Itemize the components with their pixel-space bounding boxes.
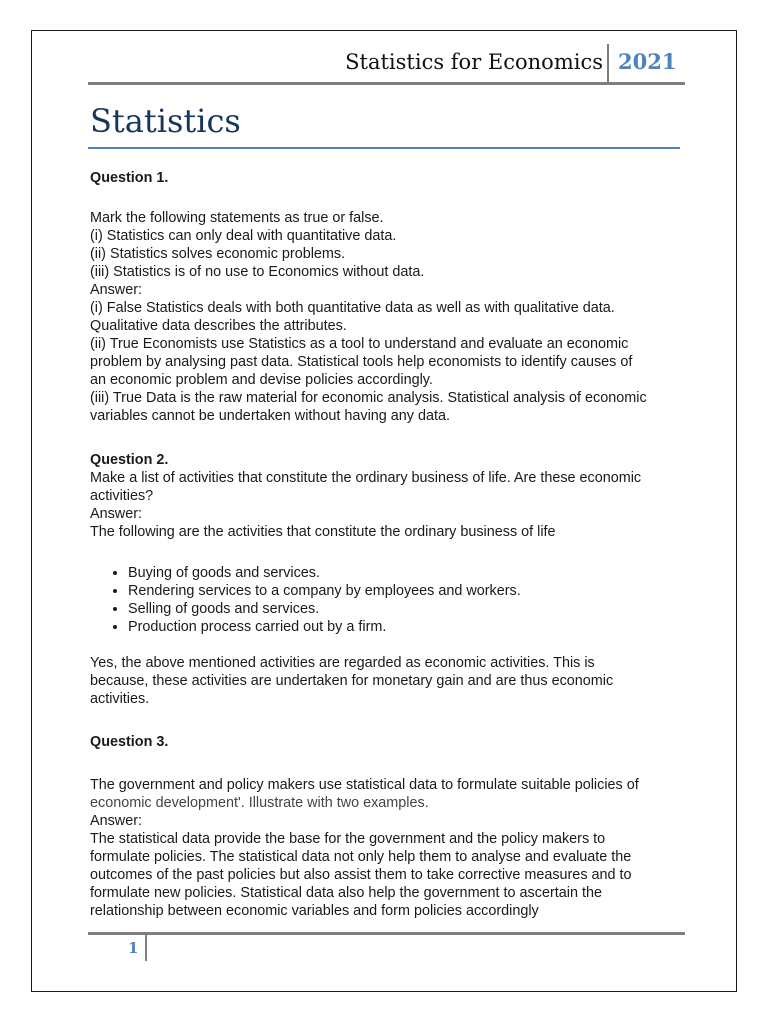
text-line: activities? [90,488,154,504]
text-line: The statistical data provide the base for the government and the policy makers to [90,831,606,847]
list-item: • Rendering services to a company by employees and workers. [128,582,690,600]
list-item: • Production process carried out by a firm. [128,618,690,636]
text-line: Make a list of activities that constitute the ordinary business of life. Are these economic [90,470,642,486]
page-number: 1 [128,939,139,957]
question-1-heading [90,169,690,187]
title-underline [88,147,680,149]
text-line: activities. [90,691,150,707]
text-line: (i) False Statistics deals with both quantitative data as well as with qualitative data. [90,300,615,316]
header-title: Statistics for Economics [345,50,603,74]
text-line: (iii) Statistics is of no use to Economics without data. [90,264,425,280]
text-line: The government and policy makers use statistical data to formulate suitable policies of [90,777,639,793]
text-line: (ii) Statistics solves economic problems. [90,246,346,262]
question-2-closing [90,654,690,708]
header-year: 2021 [618,49,677,74]
running-header [88,44,685,84]
text-line: an economic problem and devise policies accordingly. [90,372,433,388]
footer-rule [88,932,685,935]
header-divider [607,44,609,84]
text-line: economic development'. Illustrate with two examples. [90,795,429,811]
text-line: problem by analysing past data. Statistical tools help economists to identify causes of [90,354,633,370]
text-line: (i) Statistics can only deal with quantitative data. [90,228,397,244]
text-line: Answer: [90,813,142,829]
text-line: outcomes of the past policies but also assist them to take corrective measures and to [90,867,632,883]
text-line: variables cannot be undertaken without having any data. [90,408,451,424]
list-item: • Buying of goods and services. [128,564,690,582]
text-line: The following are the activities that constitute the ordinary business of life [90,524,556,540]
question-heading: Question 2. [90,452,169,468]
question-3-heading [90,733,690,751]
text-line: because, these activities are undertaken for monetary gain and are thus economic [90,673,614,689]
footer-divider [145,935,147,961]
question-heading: Question 1. [90,170,169,186]
text-line: formulate policies. The statistical data not only help them to analyse and evaluate the [90,849,632,865]
text-line: (iii) True Data is the raw material for economic analysis. Statistical analysis of economic [90,390,647,406]
text-line: (ii) True Economists use Statistics as a tool to understand and evaluate an economic [90,336,629,352]
text-line: Answer: [90,506,142,522]
question-2-body [90,451,690,541]
document-title: Statistics [90,102,241,140]
text-line: Answer: [90,282,142,298]
text-line: formulate new policies. Statistical data also help the government to ascertain the [90,885,602,901]
text-line: Yes, the above mentioned activities are regarded as economic activities. This is [90,655,595,671]
question-1-body [90,209,690,425]
header-rule [88,82,685,85]
text-line: Qualitative data describes the attributes. [90,318,347,334]
activities-list-block [90,564,690,636]
activities-list [90,564,690,636]
question-heading: Question 3. [90,734,169,750]
text-line: relationship between economic variables and form policies accordingly [90,903,539,919]
list-item: • Selling of goods and services. [128,600,690,618]
text-line: Mark the following statements as true or false. [90,210,384,226]
question-3-body [90,776,690,920]
